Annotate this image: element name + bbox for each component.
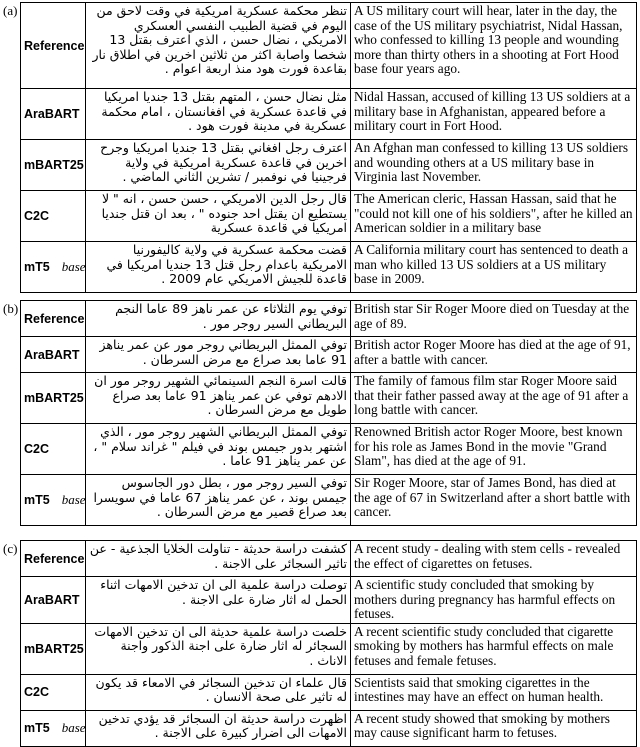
panel-a-table	[20, 2, 637, 293]
system-name: mT5 base	[21, 475, 86, 526]
system-name: C2C	[21, 674, 86, 710]
table-row	[21, 577, 637, 624]
table-row	[21, 674, 637, 710]
system-name: mT5 base	[21, 242, 86, 293]
arabic-summary: قالت اسرة النجم السينمائي الشهير روجر مور ان الادهم توفي عن عمر يناهز 91 عاما بعد صراع طويل مع مرض السرطان .	[86, 373, 351, 424]
arabic-summary: توفي الممثل البريطاني الشهير روجر مور ، الذي اشتهر بدور جيمس بوند في فيلم " غراند سلام " ، عن عمر يناهز 91 عاما .	[86, 424, 351, 475]
panel-b-table	[20, 300, 637, 526]
arabic-summary: توصلت دراسة علمية الى ان تدخين الامهات اثناء الحمل له اثار ضارة على الاجنة .	[86, 577, 351, 624]
system-name: Reference	[21, 541, 86, 577]
system-name: AraBART	[21, 337, 86, 373]
table-row	[21, 3, 637, 89]
table-row	[21, 301, 637, 337]
table-row	[21, 242, 637, 293]
english-translation: A US military court will hear, later in the day, the case of the US military psychiatrist, Nidal Hassan, who confessed to killing 13 people and wounding more than thirty others in a shooting at Fort Hood base four years ago.	[351, 3, 637, 89]
table-row	[21, 710, 637, 746]
english-translation: British actor Roger Moore has died at the age of 91, after a battle with cancer.	[351, 337, 637, 373]
english-translation: Sir Roger Moore, star of James Bond, has died at the age of 67 in Switzerland after a short battle with cancer.	[351, 475, 637, 526]
system-name: C2C	[21, 191, 86, 242]
arabic-summary: قال علماء ان تدخين السجائر في الامعاء قد يكون له تاثير على صحة الانسان .	[86, 674, 351, 710]
panel-c-table	[20, 540, 637, 747]
system-name: mBART25	[21, 623, 86, 674]
table-row	[21, 541, 637, 577]
arabic-summary: خلصت دراسة علمية حديثة الى ان تدخين الامهات السجائر له اثار ضارة على اجنة الذكور واجنة الاناث .	[86, 623, 351, 674]
system-name: mT5 base	[21, 710, 86, 746]
table-row	[21, 140, 637, 191]
table-row	[21, 337, 637, 373]
table-row	[21, 424, 637, 475]
arabic-summary: كشفت دراسة حديثة - تناولت الخلايا الجذعية - عن تاثير السجائر على الاجنة .	[86, 541, 351, 577]
english-translation: The family of famous film star Roger Moore said that their father passed away at the age of 91 after a long battle with cancer.	[351, 373, 637, 424]
english-translation: A California military court has sentenced to death a man who killed 13 US soldiers at a US military base in 2009.	[351, 242, 637, 293]
table-row	[21, 191, 637, 242]
english-translation: A scientific study concluded that smoking by mothers during pregnancy has harmful effects on fetuses.	[351, 577, 637, 624]
system-name: AraBART	[21, 577, 86, 624]
panel-b-label: (b)	[3, 301, 19, 316]
arabic-summary: اعترف رجل افغاني بقتل 13 جنديا امريكيا وجرح اخرين في قاعدة عسكرية امريكية في ولاية فرجينيا في نوفمبر / تشرين الثاني الماضي .	[86, 140, 351, 191]
arabic-summary: توفي السير روجر مور ، بطل دور الجاسوس جيمس بوند ، عن عمر يناهز 67 عاما في سويسرا بعد صراع قصير مع مرض السرطان .	[86, 475, 351, 526]
system-name: mBART25	[21, 140, 86, 191]
system-name: C2C	[21, 424, 86, 475]
panel-a-label: (a)	[3, 3, 18, 18]
arabic-summary: قضت محكمة عسكرية في ولاية كاليفورنيا الامريكية باعدام رجل قتل 13 جنديا امريكيا في قاعدة للجيش الامريكي عام 2009 .	[86, 242, 351, 293]
english-translation: British star Sir Roger Moore died on Tuesday at the age of 89.	[351, 301, 637, 337]
english-translation: The American cleric, Hassan Hassan, said that he "could not kill one of his soldiers", after he killed an American soldier in a military base	[351, 191, 637, 242]
arabic-summary: اظهرت دراسة حديثة ان السجائر قد يؤدي تدخين الامهات الى اضرار كبيرة على الاجنة .	[86, 710, 351, 746]
english-translation: A recent study - dealing with stem cells - revealed the effect of cigarettes on fetuses.	[351, 541, 637, 577]
system-name: mBART25	[21, 373, 86, 424]
arabic-summary: مثل نضال حسن ، المتهم بقتل 13 جنديا امريكيا في قاعدة عسكرية في افغانستان ، امام محكمة عسكرية في مدينة فورت هود .	[86, 89, 351, 140]
english-translation: Scientists said that smoking cigarettes in the intestines may have an effect on human health.	[351, 674, 637, 710]
system-name: Reference	[21, 3, 86, 89]
arabic-summary: توفي يوم الثلاثاء عن عمر ناهز 89 عاما النجم البريطاني السير روجر مور .	[86, 301, 351, 337]
arabic-summary: تنظر محكمة عسكرية امريكية في وقت لاحق من اليوم في قضية الطبيب النفسي العسكري الامريكي ، نضال حسن ، الذي اعترف بقتل 13 شخصا واصابة اكثر من ثلاثين اخرين في اطلاق نار بقاعدة فورت هود منذ اربعة اعوام .	[86, 3, 351, 89]
english-translation: A recent study showed that smoking by mothers may cause significant harm to fetuses.	[351, 710, 637, 746]
system-name: AraBART	[21, 89, 86, 140]
panel-c-label: (c)	[3, 541, 18, 556]
arabic-summary: قال رجل الدين الامريكي ، حسن حسن ، انه " لا يستطيع ان يقتل احد جنوده " ، بعد ان قتل جنديا امريكيا في قاعدة عسكرية	[86, 191, 351, 242]
english-translation: Renowned British actor Roger Moore, best known for his role as James Bond in the movie "Grand Slam", has died at the age of 91.	[351, 424, 637, 475]
table-row	[21, 89, 637, 140]
table-row	[21, 475, 637, 526]
english-translation: Nidal Hassan, accused of killing 13 US soldiers at a military base in Afghanistan, appeared before a military court in Fort Hood.	[351, 89, 637, 140]
system-name: Reference	[21, 301, 86, 337]
table-row	[21, 623, 637, 674]
table-row	[21, 373, 637, 424]
arabic-summary: توفي الممثل البريطاني روجر مور عن عمر يناهز 91 عاما بعد صراع مع مرض السرطان .	[86, 337, 351, 373]
english-translation: An Afghan man confessed to killing 13 US soldiers and wounding others at a US military base in Virginia last November.	[351, 140, 637, 191]
english-translation: A recent scientific study concluded that cigarette smoking by mothers has harmful effects on male fetuses and female fetuses.	[351, 623, 637, 674]
